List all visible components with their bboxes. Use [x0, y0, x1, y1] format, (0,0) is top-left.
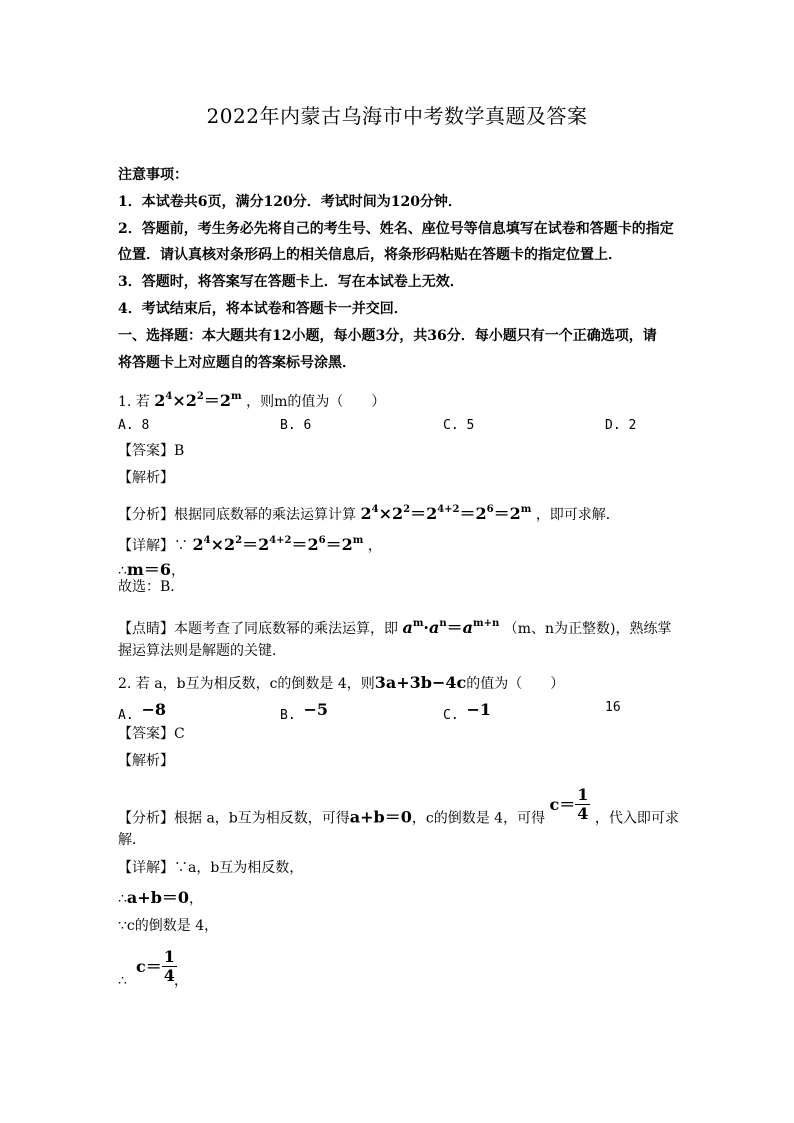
q2-option-d: 16 — [605, 700, 621, 715]
q1-choose: 故选：B． — [118, 579, 185, 595]
section-heading-line2: 将答题卡上对应题自的答案标号涂黑． — [118, 355, 356, 371]
q2-detail-1: 【详解】∵a，b互为相反数， — [118, 860, 304, 876]
q1-option-c: C. 5 — [443, 418, 475, 433]
q1-rule-equation: $a^m\cdot a^n=a^{m+n}$ — [402, 618, 500, 637]
q2-option-c: C. −1 — [443, 700, 492, 723]
q2-analysis-fraction: c＝ $\frac{1}{4}$ — [549, 785, 589, 823]
notice-item-2-cont: 位置．请认真核对条形码上的相关信息后，将条形码粘贴在答题卡的指定位置上． — [118, 247, 622, 263]
q2-analysis-heading: 【解析】 — [118, 753, 174, 769]
q1-dianjing-line2: 握运算法则是解题的关键． — [118, 643, 286, 659]
q2-option-a: A. −8 — [118, 700, 167, 723]
q1-dianjing: 【点睛】本题考查了同底数幂的乘法运算，即 $a^m\cdot a^n=a^{m+n}$ （m、n为正整数)，熟练掌 — [118, 618, 672, 637]
q1-detail: 【详解】∵ $2^4\times 2^2=2^{4+2}=2^6=2^m$ ， — [118, 535, 382, 554]
page-title: 2022年内蒙古乌海市中考数学真题及答案 — [206, 104, 588, 128]
q1-option-a: A. 8 — [118, 418, 150, 433]
q1-analysis: 【分析】根据同底数幂的乘法运算计算 $2^4\times 2^2=2^{4+2}=2^6=2^m$ ，即可求解． — [118, 504, 620, 523]
q2-analysis: 【分析】根据 a，b互为相反数，可得a+b＝0，c的倒数是 4，可得 c＝ $\frac{1}{4}$ ，代入即可求 — [118, 785, 679, 827]
q1-option-d: D. 2 — [605, 418, 637, 433]
notice-item-2: 2．答题前，考生务必先将自己的考生号、姓名、座位号等信息填写在试卷和答题卡的指定 — [118, 221, 674, 237]
q1-option-b: B. 6 — [280, 418, 312, 433]
notice-item-4: 4．考试结束后，将本试卷和答题卡一并交回． — [118, 301, 408, 317]
q2-option-b: B. −5 — [280, 700, 329, 723]
q1-result: m＝6 — [126, 560, 171, 579]
q2-analysis-line2: 解． — [118, 832, 146, 848]
q1-equation: $2^4\times 2^2=2^m$ — [154, 391, 242, 410]
notice-item-1: 1．本试卷共6页，满分120分．考试时间为120分钟． — [118, 194, 462, 210]
question-2: 2. 若 a，b互为相反数，c的倒数是 4，则3a+3b−4c的值为（ ） — [118, 673, 565, 692]
q2-expression: 3a+3b−4c — [374, 673, 467, 692]
q2-detail-fraction: c＝ $\frac{1}{4}$ — [136, 947, 175, 985]
q1-analysis-equation: $2^4\times 2^2=2^{4+2}=2^6=2^m$ — [360, 504, 532, 523]
q2-detail-4: ∴ c＝ $\frac{1}{4}$ ， — [118, 947, 188, 989]
q1-therefore: ∴m＝6， — [118, 560, 185, 579]
q1-answer: 【答案】B — [118, 443, 185, 459]
section-heading-line1: 一、选择题：本大题共有12小题，每小题3分，共36分．每小题只有一个正确选项，请 — [118, 328, 657, 344]
q2-detail-3: ∵c的倒数是 4， — [118, 918, 219, 934]
q2-detail-2: ∴a+b＝0， — [118, 888, 204, 907]
q1-analysis-heading: 【解析】 — [118, 470, 174, 486]
q2-answer: 【答案】C — [118, 726, 185, 742]
question-1: 1. 若 $2^4\times 2^2=2^m$ ，则m的值为（ ） — [118, 391, 386, 410]
q2-detail-equation: a+b＝0 — [126, 888, 190, 907]
notice-heading: 注意事项： — [118, 167, 188, 183]
q2-analysis-equation: a+b＝0 — [349, 807, 412, 827]
q1-detail-equation: $2^4\times 2^2=2^{4+2}=2^6=2^m$ — [192, 535, 364, 554]
notice-item-3: 3．答题时，将答案写在答题卡上．写在本试卷上无效． — [118, 274, 464, 290]
